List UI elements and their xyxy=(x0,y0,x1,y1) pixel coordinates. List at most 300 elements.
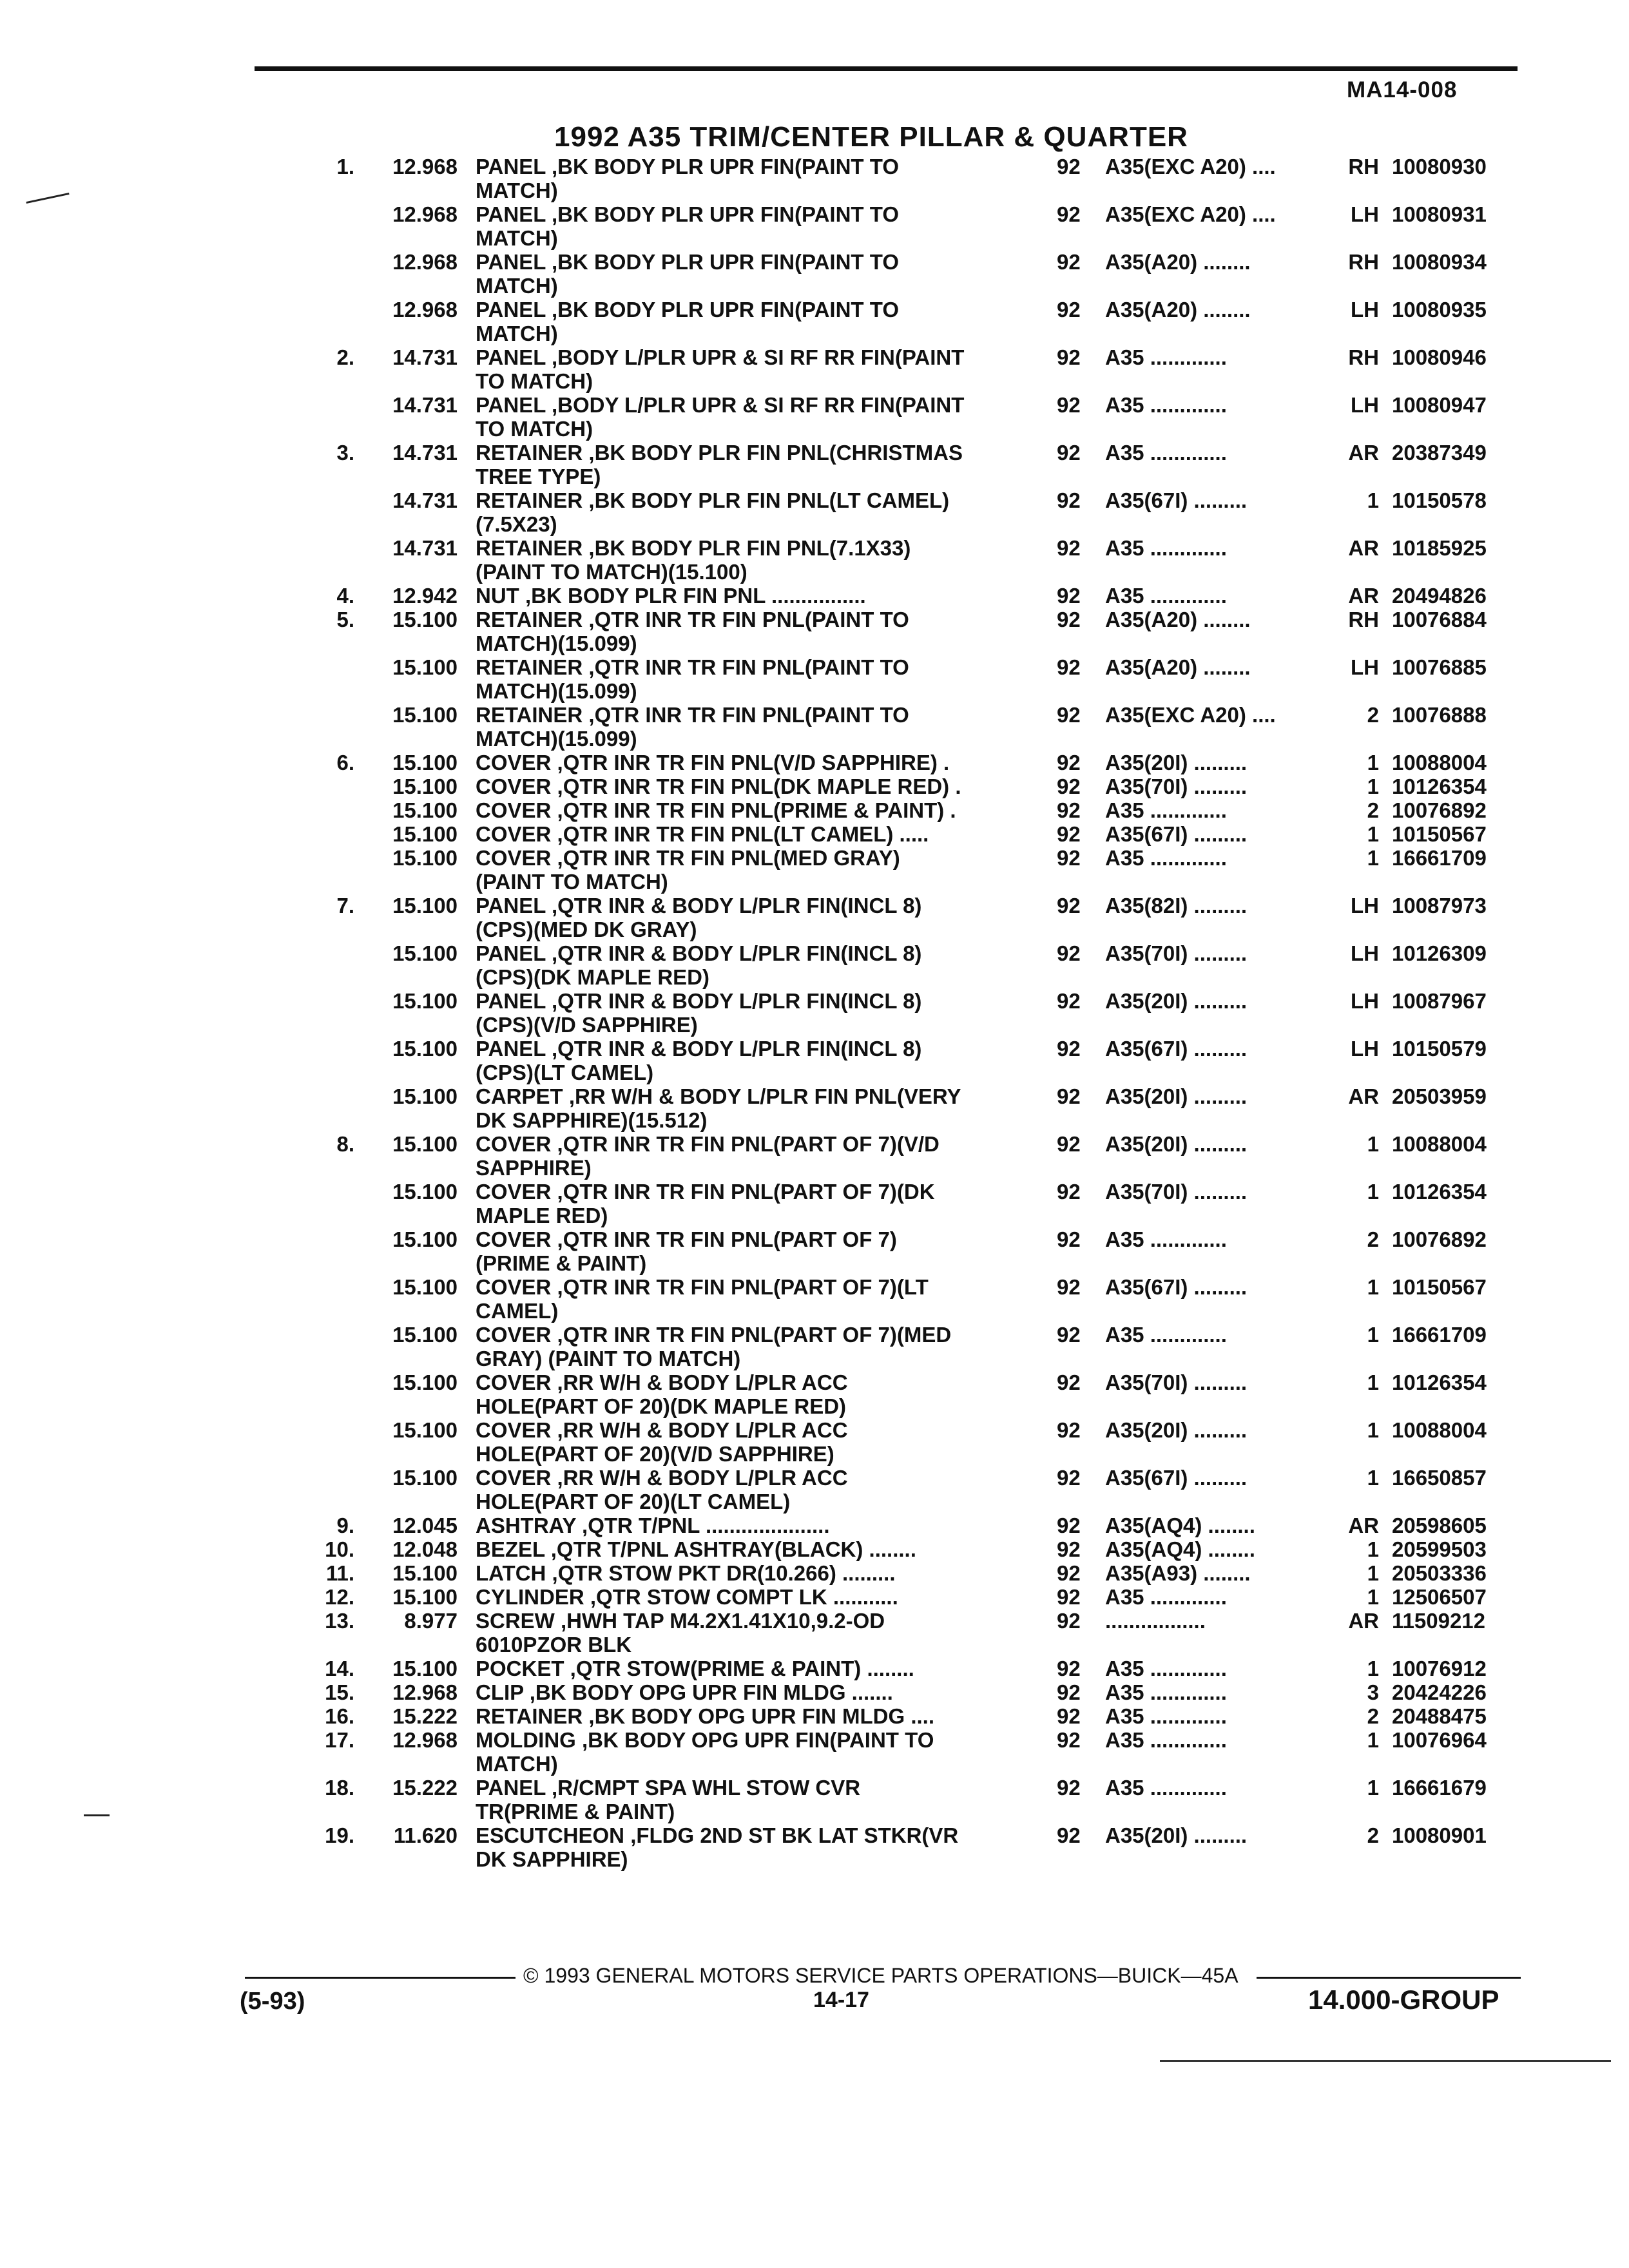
part-number: 20503336 xyxy=(1392,1561,1487,1585)
part-number: 10080946 xyxy=(1392,345,1487,369)
position-code: 14.731 xyxy=(392,536,458,560)
year: 92 xyxy=(1057,608,1081,631)
quantity: 1 xyxy=(1367,774,1379,798)
part-description xyxy=(476,941,1055,965)
year: 92 xyxy=(1057,1823,1081,1847)
part-number: 10126309 xyxy=(1392,941,1487,965)
table-row xyxy=(0,1323,1629,1347)
part-detail: ,BK BODY OPG UPR FIN MLDG .... xyxy=(583,1704,934,1728)
part-description xyxy=(476,1394,1055,1418)
part-name: COVER xyxy=(476,1275,552,1299)
part-number: 10076884 xyxy=(1392,608,1487,631)
table-row xyxy=(0,965,1629,989)
model-applicability: A35(20I) ......... xyxy=(1105,1084,1248,1108)
part-detail: ,BK BODY OPG UPR FIN MLDG ....... xyxy=(523,1680,893,1704)
part-detail: MATCH) xyxy=(476,322,558,345)
quantity: RH xyxy=(1348,608,1379,631)
part-detail: ,BK BODY PLR FIN PNL(CHRISTMAS xyxy=(583,441,963,465)
bottom-rule xyxy=(1160,2060,1611,2062)
part-name: RETAINER xyxy=(476,1704,583,1728)
ref-number: 15. xyxy=(325,1680,354,1704)
table-row xyxy=(0,1776,1629,1800)
position-code: 12.968 xyxy=(392,1680,458,1704)
part-name: PANEL xyxy=(476,393,546,417)
quantity: 1 xyxy=(1367,1466,1379,1490)
part-description xyxy=(476,608,1055,631)
model-applicability: A35 ............. xyxy=(1105,1585,1227,1609)
part-detail: (CPS)(LT CAMEL) xyxy=(476,1061,654,1084)
footer-rule-right xyxy=(1257,1977,1521,1979)
position-code: 15.100 xyxy=(392,1132,458,1156)
year: 92 xyxy=(1057,202,1081,226)
model-applicability: A35(A93) ........ xyxy=(1105,1561,1251,1585)
table-row xyxy=(0,1061,1629,1084)
year: 92 xyxy=(1057,1704,1081,1728)
position-code: 15.100 xyxy=(392,1180,458,1204)
model-applicability: A35(20I) ......... xyxy=(1105,1418,1248,1442)
quantity: AR xyxy=(1348,536,1379,560)
part-name: ESCUTCHEON xyxy=(476,1823,625,1847)
part-description xyxy=(476,727,1055,751)
quantity: 1 xyxy=(1367,1657,1379,1680)
part-description xyxy=(476,345,1055,369)
part-description xyxy=(476,1037,1055,1061)
model-applicability: A35 ............. xyxy=(1105,393,1227,417)
position-code: 15.100 xyxy=(392,1227,458,1251)
year: 92 xyxy=(1057,393,1081,417)
model-applicability: A35 ............. xyxy=(1105,1657,1227,1680)
table-row xyxy=(0,1180,1629,1204)
part-number: 10076964 xyxy=(1392,1728,1487,1752)
quantity: RH xyxy=(1348,155,1379,178)
part-description xyxy=(476,1275,1055,1299)
quantity: LH xyxy=(1351,202,1379,226)
part-number: 10150567 xyxy=(1392,822,1487,846)
part-number: 10088004 xyxy=(1392,751,1487,774)
part-detail: TR(PRIME & PAINT) xyxy=(476,1800,675,1823)
quantity: 1 xyxy=(1367,1585,1379,1609)
ref-number: 2. xyxy=(336,345,354,369)
part-name: PANEL xyxy=(476,345,546,369)
footer-group: 14.000-GROUP xyxy=(1308,1984,1499,2015)
part-description xyxy=(476,1299,1055,1323)
model-applicability: A35 ............. xyxy=(1105,1728,1227,1752)
part-description xyxy=(476,393,1055,417)
part-name: RETAINER xyxy=(476,488,583,512)
position-code: 15.100 xyxy=(392,1084,458,1108)
part-description xyxy=(476,178,1055,202)
part-detail: ,QTR T/PNL ASHTRAY(BLACK) ........ xyxy=(545,1537,916,1561)
part-detail: ,QTR STOW COMPT LK ........... xyxy=(584,1585,898,1609)
part-name: SCREW xyxy=(476,1609,555,1633)
page-code: MA14-008 xyxy=(1347,77,1458,102)
part-description xyxy=(476,417,1055,441)
part-name: COVER xyxy=(476,846,552,870)
year: 92 xyxy=(1057,1323,1081,1347)
table-row xyxy=(0,1585,1629,1609)
table-row xyxy=(0,1418,1629,1442)
table-row xyxy=(0,846,1629,870)
quantity: RH xyxy=(1348,250,1379,274)
part-detail: (PAINT TO MATCH) xyxy=(476,870,668,894)
part-detail: (CPS)(MED DK GRAY) xyxy=(476,918,697,941)
part-detail: ,QTR INR TR FIN PNL(PART OF 7)(LT xyxy=(551,1275,929,1299)
year: 92 xyxy=(1057,1180,1081,1204)
ref-number: 3. xyxy=(336,441,354,465)
position-code: 14.731 xyxy=(392,345,458,369)
part-name: CARPET xyxy=(476,1084,563,1108)
part-detail: ,QTR INR TR FIN PNL(PART OF 7)(MED xyxy=(551,1323,952,1347)
part-description xyxy=(476,1227,1055,1251)
table-row xyxy=(0,1370,1629,1394)
part-detail: ,RR W/H & BODY L/PLR FIN PNL(VERY xyxy=(563,1084,961,1108)
table-row xyxy=(0,679,1629,703)
ref-number: 14. xyxy=(325,1657,354,1680)
part-description xyxy=(476,679,1055,703)
model-applicability: A35 ............. xyxy=(1105,1776,1227,1800)
table-row xyxy=(0,584,1629,608)
table-row xyxy=(0,1204,1629,1227)
ref-number: 11. xyxy=(325,1561,354,1585)
part-detail: MATCH)(15.099) xyxy=(476,679,637,703)
table-row xyxy=(0,369,1629,393)
ref-number: 17. xyxy=(325,1728,354,1752)
table-row xyxy=(0,1037,1629,1061)
header-rule xyxy=(255,66,1518,71)
part-detail: ,QTR INR & BODY L/PLR FIN(INCL 8) xyxy=(545,941,922,965)
table-row xyxy=(0,488,1629,512)
part-detail: MATCH)(15.099) xyxy=(476,727,637,751)
part-name: PANEL xyxy=(476,941,546,965)
position-code: 12.968 xyxy=(392,202,458,226)
table-row xyxy=(0,1537,1629,1561)
part-description xyxy=(476,1180,1055,1204)
year: 92 xyxy=(1057,1537,1081,1561)
part-description xyxy=(476,369,1055,393)
part-detail: ,QTR INR TR FIN PNL(PAINT TO xyxy=(583,703,909,727)
part-detail: ,BK BODY PLR UPR FIN(PAINT TO xyxy=(545,202,899,226)
year: 92 xyxy=(1057,774,1081,798)
part-detail: ,BK BODY PLR FIN PNL(LT CAMEL) xyxy=(583,488,950,512)
ref-number: 12. xyxy=(325,1585,354,1609)
quantity: 1 xyxy=(1367,1418,1379,1442)
part-number: 10076888 xyxy=(1392,703,1487,727)
part-number: 10080934 xyxy=(1392,250,1487,274)
model-applicability: A35(70I) ......... xyxy=(1105,774,1248,798)
part-detail: ,BK BODY PLR FIN PNL(7.1X33) xyxy=(583,536,911,560)
quantity: LH xyxy=(1351,655,1379,679)
table-row xyxy=(0,1800,1629,1823)
quantity: 1 xyxy=(1367,1132,1379,1156)
footer-copyright: © 1993 GENERAL MOTORS SERVICE PARTS OPERATIONS—BUICK—45A xyxy=(523,1964,1239,1987)
part-detail: MATCH) xyxy=(476,226,558,250)
part-description xyxy=(476,1823,1055,1847)
year: 92 xyxy=(1057,536,1081,560)
year: 92 xyxy=(1057,1084,1081,1108)
part-description xyxy=(476,1776,1055,1800)
position-code: 15.100 xyxy=(392,1323,458,1347)
year: 92 xyxy=(1057,1585,1081,1609)
part-detail: (PAINT TO MATCH)(15.100) xyxy=(476,560,747,584)
part-description xyxy=(476,655,1055,679)
quantity: 1 xyxy=(1367,1537,1379,1561)
year: 92 xyxy=(1057,989,1081,1013)
year: 92 xyxy=(1057,345,1081,369)
part-description xyxy=(476,1847,1055,1871)
part-number: 20599503 xyxy=(1392,1537,1487,1561)
part-name: CLIP xyxy=(476,1680,524,1704)
position-code: 8.977 xyxy=(404,1609,458,1633)
quantity: LH xyxy=(1351,989,1379,1013)
part-number: 10150578 xyxy=(1392,488,1487,512)
model-applicability: A35 ............. xyxy=(1105,584,1227,608)
part-description xyxy=(476,918,1055,941)
part-description xyxy=(476,1013,1055,1037)
footer-rule-left xyxy=(245,1977,516,1979)
part-description xyxy=(476,1752,1055,1776)
part-name: LATCH xyxy=(476,1561,546,1585)
model-applicability: A35(A20) ........ xyxy=(1105,250,1251,274)
part-detail: GRAY) (PAINT TO MATCH) xyxy=(476,1347,741,1370)
part-detail: ,QTR STOW(PRIME & PAINT) ........ xyxy=(564,1657,914,1680)
table-row xyxy=(0,989,1629,1013)
quantity: 1 xyxy=(1367,1561,1379,1585)
table-row xyxy=(0,1299,1629,1323)
part-description xyxy=(476,1132,1055,1156)
part-description xyxy=(476,1442,1055,1466)
part-number: 10080930 xyxy=(1392,155,1487,178)
table-row xyxy=(0,1466,1629,1490)
quantity: 2 xyxy=(1367,1704,1379,1728)
part-detail: (7.5X23) xyxy=(476,512,557,536)
part-description xyxy=(476,512,1055,536)
year: 92 xyxy=(1057,441,1081,465)
part-detail: MATCH) xyxy=(476,274,558,298)
quantity: LH xyxy=(1351,1037,1379,1061)
year: 92 xyxy=(1057,1561,1081,1585)
part-name: PANEL xyxy=(476,298,546,322)
part-name: MOLDING xyxy=(476,1728,576,1752)
part-name: PANEL xyxy=(476,1037,546,1061)
quantity: 2 xyxy=(1367,1227,1379,1251)
position-code: 15.100 xyxy=(392,1370,458,1394)
part-name: COVER xyxy=(476,1132,552,1156)
table-row xyxy=(0,655,1629,679)
model-applicability: A35(82I) ......... xyxy=(1105,894,1248,918)
table-row xyxy=(0,298,1629,322)
position-code: 12.968 xyxy=(392,1728,458,1752)
part-number: 20387349 xyxy=(1392,441,1487,465)
part-detail: ,BK BODY PLR UPR FIN(PAINT TO xyxy=(545,155,899,178)
quantity: 3 xyxy=(1367,1680,1379,1704)
part-name: PANEL xyxy=(476,989,546,1013)
position-code: 15.100 xyxy=(392,774,458,798)
part-detail: ,FLDG 2ND ST BK LAT STKR(VR xyxy=(624,1823,959,1847)
table-row xyxy=(0,1514,1629,1537)
model-applicability: A35(20I) ......... xyxy=(1105,1132,1248,1156)
part-description xyxy=(476,1680,1055,1704)
part-description xyxy=(476,1800,1055,1823)
part-number: 10150579 xyxy=(1392,1037,1487,1061)
table-row xyxy=(0,1347,1629,1370)
part-detail: ,QTR INR TR FIN PNL(DK MAPLE RED) . xyxy=(551,774,961,798)
table-row xyxy=(0,798,1629,822)
part-name: PANEL xyxy=(476,894,546,918)
table-row xyxy=(0,1108,1629,1132)
position-code: 15.100 xyxy=(392,989,458,1013)
model-applicability: A35(67I) ......... xyxy=(1105,1466,1248,1490)
quantity: AR xyxy=(1348,441,1379,465)
ref-number: 1. xyxy=(336,155,354,178)
quantity: 1 xyxy=(1367,1776,1379,1800)
part-name: PANEL xyxy=(476,1776,546,1800)
part-number: 16661679 xyxy=(1392,1776,1487,1800)
model-applicability: A35 ............. xyxy=(1105,1227,1227,1251)
part-detail: ,QTR INR TR FIN PNL(PRIME & PAINT) . xyxy=(551,798,956,822)
part-detail: TO MATCH) xyxy=(476,417,593,441)
part-description xyxy=(476,751,1055,774)
part-description xyxy=(476,1728,1055,1752)
part-description xyxy=(476,1251,1055,1275)
quantity: 2 xyxy=(1367,798,1379,822)
model-applicability: A35 ............. xyxy=(1105,1323,1227,1347)
part-number: 16650857 xyxy=(1392,1466,1487,1490)
model-applicability: A35(67I) ......... xyxy=(1105,1275,1248,1299)
position-code: 15.100 xyxy=(392,1657,458,1680)
table-row xyxy=(0,1442,1629,1466)
position-code: 12.968 xyxy=(392,298,458,322)
part-description xyxy=(476,965,1055,989)
model-applicability: A35(EXC A20) .... xyxy=(1105,202,1276,226)
part-name: POCKET xyxy=(476,1657,564,1680)
part-number: 10076892 xyxy=(1392,798,1487,822)
quantity: AR xyxy=(1348,584,1379,608)
table-row xyxy=(0,894,1629,918)
part-number: 20488475 xyxy=(1392,1704,1487,1728)
quantity: 1 xyxy=(1367,488,1379,512)
part-description xyxy=(476,1704,1055,1728)
part-description xyxy=(476,1514,1055,1537)
part-detail: HOLE(PART OF 20)(V/D SAPPHIRE) xyxy=(476,1442,834,1466)
quantity: AR xyxy=(1348,1514,1379,1537)
quantity: 2 xyxy=(1367,1823,1379,1847)
ref-number: 5. xyxy=(336,608,354,631)
part-description xyxy=(476,1323,1055,1347)
ref-number: 4. xyxy=(336,584,354,608)
model-applicability: A35(A20) ........ xyxy=(1105,655,1251,679)
part-detail: (CPS)(V/D SAPPHIRE) xyxy=(476,1013,698,1037)
part-number: 10126354 xyxy=(1392,774,1487,798)
year: 92 xyxy=(1057,1275,1081,1299)
part-detail: ,QTR INR TR FIN PNL(PART OF 7) xyxy=(551,1227,897,1251)
part-description xyxy=(476,465,1055,488)
footer-page-number: 14-17 xyxy=(813,1988,869,2012)
part-description xyxy=(476,798,1055,822)
quantity: 1 xyxy=(1367,846,1379,870)
part-name: COVER xyxy=(476,774,552,798)
quantity: LH xyxy=(1351,393,1379,417)
table-row xyxy=(0,1251,1629,1275)
year: 92 xyxy=(1057,1680,1081,1704)
table-row xyxy=(0,226,1629,250)
model-applicability: A35 ............. xyxy=(1105,846,1227,870)
part-detail: ,QTR INR TR FIN PNL(PART OF 7)(V/D xyxy=(551,1132,940,1156)
part-detail: ,RR W/H & BODY L/PLR ACC xyxy=(551,1370,848,1394)
part-detail: ,BK BODY PLR UPR FIN(PAINT TO xyxy=(545,250,899,274)
quantity: AR xyxy=(1348,1084,1379,1108)
position-code: 15.100 xyxy=(392,751,458,774)
part-detail: SAPPHIRE) xyxy=(476,1156,592,1180)
part-description xyxy=(476,202,1055,226)
year: 92 xyxy=(1057,1370,1081,1394)
table-row xyxy=(0,417,1629,441)
part-detail: ,QTR INR & BODY L/PLR FIN(INCL 8) xyxy=(545,1037,922,1061)
part-detail: ,BK BODY PLR FIN PNL ................ xyxy=(519,584,866,608)
year: 92 xyxy=(1057,798,1081,822)
quantity: AR xyxy=(1348,1609,1379,1633)
quantity: 1 xyxy=(1367,1275,1379,1299)
part-number: 16661709 xyxy=(1392,846,1487,870)
position-code: 14.731 xyxy=(392,488,458,512)
model-applicability: A35(A20) ........ xyxy=(1105,608,1251,631)
part-description xyxy=(476,1347,1055,1370)
part-detail: ,RR W/H & BODY L/PLR ACC xyxy=(551,1466,848,1490)
position-code: 15.100 xyxy=(392,655,458,679)
part-description xyxy=(476,1657,1055,1680)
table-row xyxy=(0,1704,1629,1728)
ref-number: 6. xyxy=(336,751,354,774)
part-number: 10185925 xyxy=(1392,536,1487,560)
part-description xyxy=(476,536,1055,560)
part-description xyxy=(476,1585,1055,1609)
part-detail: DK SAPPHIRE)(15.512) xyxy=(476,1108,708,1132)
position-code: 11.620 xyxy=(393,1823,458,1847)
quantity: LH xyxy=(1351,941,1379,965)
position-code: 15.222 xyxy=(392,1704,458,1728)
model-applicability: A35 ............. xyxy=(1105,441,1227,465)
model-applicability: A35(20I) ......... xyxy=(1105,989,1248,1013)
ref-number: 16. xyxy=(325,1704,354,1728)
position-code: 12.968 xyxy=(392,250,458,274)
part-detail: ,BODY L/PLR UPR & SI RF RR FIN(PAINT xyxy=(545,345,965,369)
part-description xyxy=(476,560,1055,584)
ref-number: 8. xyxy=(336,1132,354,1156)
part-name: COVER xyxy=(476,822,552,846)
table-row xyxy=(0,250,1629,274)
model-applicability: A35(20I) ......... xyxy=(1105,1823,1248,1847)
position-code: 12.942 xyxy=(392,584,458,608)
model-applicability: A35(20I) ......... xyxy=(1105,751,1248,774)
part-number: 10126354 xyxy=(1392,1370,1487,1394)
table-row xyxy=(0,322,1629,345)
part-number: 20424226 xyxy=(1392,1680,1487,1704)
model-applicability: A35 ............. xyxy=(1105,1704,1227,1728)
part-number: 20503959 xyxy=(1392,1084,1487,1108)
part-number: 12506507 xyxy=(1392,1585,1487,1609)
part-description xyxy=(476,1537,1055,1561)
part-description xyxy=(476,1108,1055,1132)
part-detail: CAMEL) xyxy=(476,1299,559,1323)
position-code: 15.100 xyxy=(392,1275,458,1299)
part-detail: HOLE(PART OF 20)(LT CAMEL) xyxy=(476,1490,791,1514)
part-description xyxy=(476,488,1055,512)
part-detail: ,HWH TAP M4.2X1.41X10,9.2-OD xyxy=(554,1609,885,1633)
part-name: PANEL xyxy=(476,155,546,178)
model-applicability: A35(67I) ......... xyxy=(1105,822,1248,846)
table-row xyxy=(0,1394,1629,1418)
part-number: 10080931 xyxy=(1392,202,1487,226)
part-detail: ,QTR INR & BODY L/PLR FIN(INCL 8) xyxy=(545,894,922,918)
